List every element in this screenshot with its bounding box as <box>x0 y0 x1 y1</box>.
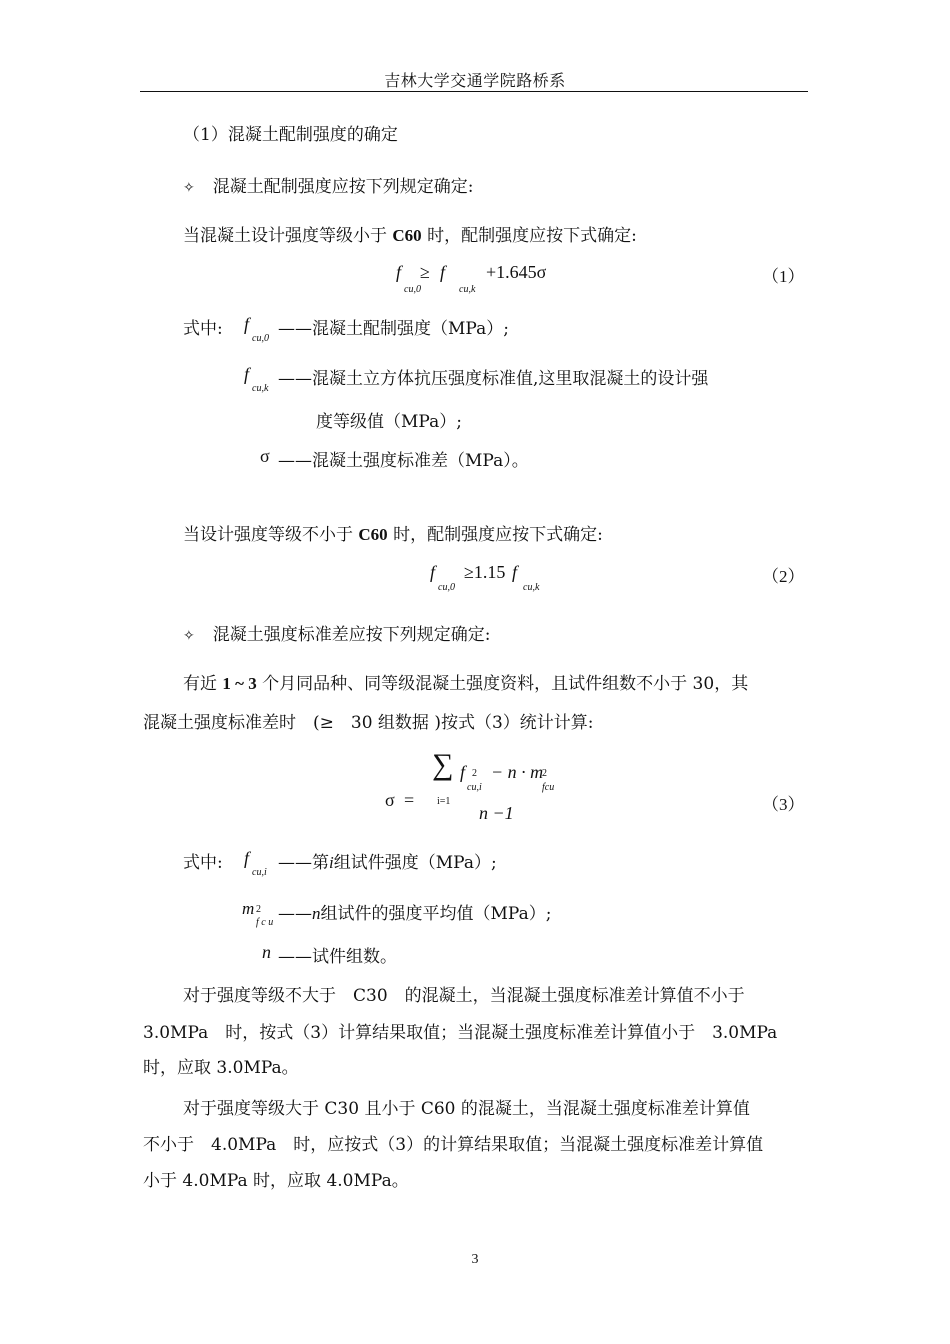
where1-f-0: f <box>244 314 250 334</box>
where1-sigma: σ <box>260 446 270 466</box>
eq3-sum: ∑ <box>432 748 454 781</box>
bullet-item-1 <box>183 172 473 197</box>
page-number: 3 <box>471 1252 479 1267</box>
where2-f-0: f <box>244 848 250 868</box>
para2-line-3: 小于 4.0MPa 时，应取 4.0MPa。 <box>143 1171 409 1191</box>
eq1-rhs: +1.645σ <box>486 262 547 282</box>
para2-line-2: 不小于 4.0MPa 时，应按式（3）的计算结果取值；当混凝土强度标准差计算值 <box>143 1135 764 1155</box>
eq2-sub-b: cu,k <box>523 582 540 593</box>
page-header-title: 吉林大学交通学院路桥系 <box>384 71 566 90</box>
desc-post: 组试件的强度平均值（MPa）; <box>320 904 552 924</box>
diamond-bullet-icon: ✧ <box>183 628 195 644</box>
bullet-item-2 <box>183 620 490 645</box>
eq1-sub-a: cu,0 <box>404 284 421 295</box>
where2-desc-1 <box>278 899 551 924</box>
eq2-sub-a: cu,0 <box>438 582 455 593</box>
bullet-text: 混凝土配制强度应按下列规定确定: <box>212 177 474 197</box>
where1-sub-1: cu,k <box>252 383 269 394</box>
stat-pre: 有近 <box>183 674 217 694</box>
where2-m-sub: f c u <box>256 917 274 928</box>
eq2-f-symbol: f <box>430 562 436 582</box>
where1-desc-1b: 度等级值（MPa）; <box>316 412 462 432</box>
para1-line-1: 对于强度等级不大于 C30 的混凝土，当混凝土强度标准差计算值不小于 <box>183 986 745 1006</box>
diamond-bullet-icon: ✧ <box>183 180 195 196</box>
eq1-f-symbol-b: f <box>440 262 446 282</box>
desc-var: i <box>329 853 334 872</box>
eq1-number: （1） <box>762 267 805 286</box>
stat-line-2: 混凝土强度标准差时 (≥ 30 组数据 )按式（3）统计计算: <box>143 713 594 733</box>
eq3-sigma: σ <box>385 790 395 810</box>
para2-line-1: 对于强度等级大于 C30 且小于 C60 的混凝土，当混凝土强度标准差计算值 <box>183 1099 750 1119</box>
case2-sentence <box>183 520 603 545</box>
where2-desc-2: ——试件组数。 <box>278 947 397 967</box>
eq3-sum-from: i=1 <box>437 796 451 807</box>
eq1-f-symbol: f <box>396 262 402 282</box>
eq3-sub-i: cu,i <box>467 782 482 793</box>
stat-line-1 <box>183 669 748 694</box>
eq3-equals: = <box>404 790 415 810</box>
eq3-f: f <box>460 762 466 782</box>
desc-post: 组试件强度（MPa）; <box>333 853 497 873</box>
case1-pre: 当混凝土设计强度等级小于 <box>183 226 387 246</box>
para1-line-3: 时，应取 3.0MPa。 <box>143 1058 299 1078</box>
case2-grade: C60 <box>358 525 388 544</box>
case1-grade: C60 <box>392 226 422 245</box>
eq2-mid: ≥1.15 <box>464 562 506 582</box>
where1-desc-2: ——混凝土强度标准差（MPa）。 <box>278 451 529 471</box>
desc-pre: —— <box>278 904 312 924</box>
where2-desc-0 <box>278 848 497 873</box>
where2-n: n <box>262 942 271 962</box>
where1-desc-1: ——混凝土立方体抗压强度标准值,这里取混凝土的设计强 <box>278 369 709 389</box>
case1-post: 时，配制强度应按下式确定: <box>427 226 637 246</box>
where2-label: 式中: <box>183 853 223 873</box>
stat-post: 个月同品种、同等级混凝土强度资料，且试件组数不小于 30，其 <box>262 674 749 694</box>
desc-pre: ——第 <box>278 853 329 873</box>
section-heading: （1）混凝土配制强度的确定 <box>183 125 398 145</box>
eq3-sup2b: 2 <box>542 768 547 779</box>
where1-label: 式中: <box>183 319 223 339</box>
header-rule <box>140 91 808 92</box>
where2-sub-0: cu,i <box>252 867 267 878</box>
where1-f-1: f <box>244 364 250 384</box>
where1-desc-0: ——混凝土配制强度（MPa）; <box>278 319 509 339</box>
eq3-sup2: 2 <box>472 768 477 779</box>
eq1-sub-b: cu,k <box>459 284 476 295</box>
stat-range: 1 ~ 3 <box>222 674 257 693</box>
desc-var: n <box>312 904 321 923</box>
para1-line-2: 3.0MPa 时，按式（3）计算结果取值；当混凝土强度标准差计算值小于 3.0MPa <box>143 1023 778 1043</box>
eq1-ge: ≥ <box>420 262 430 282</box>
eq3-minus-term: − n · m <box>491 762 544 782</box>
where1-sub-0: cu,0 <box>252 333 269 344</box>
case1-sentence <box>183 221 637 246</box>
eq3-denominator: n −1 <box>479 803 514 823</box>
bullet-text: 混凝土强度标准差应按下列规定确定: <box>212 625 491 645</box>
case2-post: 时，配制强度应按下式确定: <box>393 525 603 545</box>
eq2-number: （2） <box>762 567 805 586</box>
where2-m: m <box>242 899 255 918</box>
eq2-f-symbol-b: f <box>512 562 518 582</box>
eq3-sub-fcu: fcu <box>542 782 555 793</box>
where2-m-sup: 2 <box>256 904 261 915</box>
eq3-number: （3） <box>762 795 805 814</box>
case2-pre: 当设计强度等级不小于 <box>183 525 353 545</box>
equation-1 <box>396 262 401 283</box>
